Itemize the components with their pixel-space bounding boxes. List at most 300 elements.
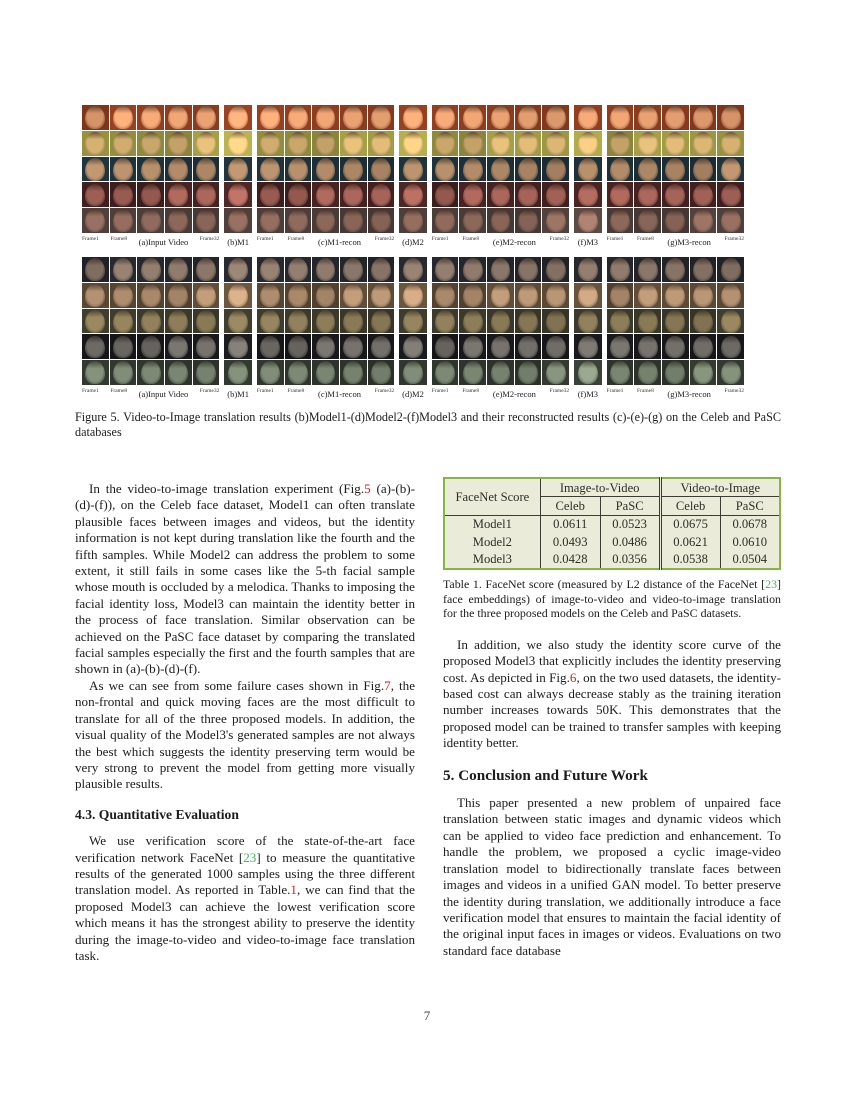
table-cell: 0.0504 — [720, 551, 780, 569]
face-oval — [371, 336, 391, 359]
face-image-cell — [634, 334, 661, 359]
face-image-cell — [574, 283, 601, 308]
face-image-cell — [717, 360, 744, 385]
face-oval — [693, 310, 713, 333]
face-oval — [316, 106, 336, 129]
face-oval — [113, 184, 133, 207]
face-image-cell — [607, 257, 634, 282]
face-image-cell — [340, 157, 367, 182]
face-oval — [463, 284, 483, 307]
face-oval — [665, 336, 685, 359]
face-image-cell — [285, 182, 312, 207]
face-oval — [85, 361, 105, 384]
face-image-cell — [690, 283, 717, 308]
face-oval — [435, 184, 455, 207]
frame-label: Frame32 — [549, 388, 570, 394]
face-oval — [288, 184, 308, 207]
face-image-cell — [257, 334, 284, 359]
face-image-cell — [82, 309, 109, 334]
face-oval — [463, 209, 483, 232]
table-cell: 0.0493 — [540, 533, 600, 550]
reference-link[interactable]: 7 — [384, 677, 391, 693]
face-oval — [518, 361, 538, 384]
face-image-cell — [399, 257, 426, 282]
face-oval — [491, 258, 511, 281]
face-image-cell — [459, 131, 486, 156]
face-oval — [260, 132, 280, 155]
face-image-cell — [542, 334, 569, 359]
face-image-cell — [487, 360, 514, 385]
frame-label: Frame8 — [637, 236, 654, 242]
face-oval — [85, 284, 105, 307]
face-image-cell — [542, 157, 569, 182]
face-oval — [463, 158, 483, 181]
page-number: 7 — [423, 1008, 431, 1023]
face-oval — [228, 310, 248, 333]
face-image-cell — [459, 257, 486, 282]
face-image-cell — [312, 334, 339, 359]
face-image-cell — [459, 360, 486, 385]
face-image-cell — [399, 360, 426, 385]
face-image-cell — [368, 208, 395, 233]
face-oval — [371, 106, 391, 129]
face-image-cell — [257, 208, 284, 233]
face-oval — [316, 158, 336, 181]
face-image-cell — [634, 360, 661, 385]
face-oval — [85, 184, 105, 207]
face-image-cell — [224, 309, 251, 334]
face-oval — [546, 158, 566, 181]
face-oval — [196, 106, 216, 129]
face-image-cell — [432, 157, 459, 182]
face-oval — [343, 284, 363, 307]
figure-group-label-area — [399, 234, 426, 248]
table-cell: 0.0523 — [600, 515, 660, 533]
face-oval — [546, 209, 566, 232]
face-oval — [491, 184, 511, 207]
text-segment: In addition, we also study the identity score curve of the proposed Model3 that explicitly includes the identity preserving cost. As depicted in Fig. — [443, 636, 781, 685]
face-image-cell — [137, 105, 164, 130]
face-oval — [113, 158, 133, 181]
face-image-cell — [574, 105, 601, 130]
face-oval — [610, 258, 630, 281]
face-image-cell — [368, 105, 395, 130]
face-image-cell — [662, 309, 689, 334]
face-image-cell — [690, 131, 717, 156]
figure-group-label: (c)M1-recon — [318, 237, 361, 247]
face-image-cell — [193, 157, 220, 182]
table-cell: 0.0428 — [540, 551, 600, 569]
face-image-cell — [574, 334, 601, 359]
face-image-cell — [487, 157, 514, 182]
face-oval — [638, 106, 658, 129]
face-oval — [638, 184, 658, 207]
face-oval — [343, 209, 363, 232]
face-oval — [665, 158, 685, 181]
figure-group — [257, 105, 394, 233]
face-image-cell — [662, 105, 689, 130]
face-image-cell — [542, 283, 569, 308]
face-image-cell — [165, 157, 192, 182]
face-image-cell — [368, 334, 395, 359]
face-oval — [316, 361, 336, 384]
face-oval — [721, 284, 741, 307]
face-image-cell — [717, 182, 744, 207]
face-oval — [665, 361, 685, 384]
table-cell: 0.0611 — [540, 515, 600, 533]
face-image-cell — [312, 309, 339, 334]
face-image-cell — [574, 182, 601, 207]
face-oval — [343, 158, 363, 181]
face-oval — [288, 361, 308, 384]
face-image-cell — [165, 283, 192, 308]
figure-group-label-area — [82, 386, 219, 400]
face-image-cell — [257, 131, 284, 156]
figure-group — [224, 105, 251, 233]
face-oval — [721, 132, 741, 155]
face-oval — [578, 132, 598, 155]
face-image-cell — [432, 208, 459, 233]
face-image-cell — [515, 131, 542, 156]
face-oval — [196, 284, 216, 307]
face-image-cell — [432, 334, 459, 359]
face-image-cell — [690, 257, 717, 282]
face-oval — [85, 310, 105, 333]
face-oval — [665, 184, 685, 207]
frame-label: Frame32 — [374, 236, 395, 242]
face-image-cell — [542, 208, 569, 233]
face-oval — [288, 336, 308, 359]
face-oval — [693, 184, 713, 207]
table-corner-header: FaceNet Score — [444, 478, 540, 515]
frame-label: Frame32 — [199, 388, 220, 394]
frame-label: Frame8 — [110, 388, 128, 394]
face-oval — [288, 258, 308, 281]
face-oval — [288, 209, 308, 232]
face-image-cell — [607, 208, 634, 233]
face-image-cell — [634, 157, 661, 182]
face-image-cell — [662, 283, 689, 308]
text-segment: We use verification score of the state-of-the-art face verification network FaceNet [ — [75, 833, 415, 865]
face-image-cell — [717, 283, 744, 308]
face-oval — [403, 184, 423, 207]
face-oval — [638, 209, 658, 232]
face-oval — [610, 132, 630, 155]
frame-label: Frame8 — [287, 236, 305, 242]
face-image-cell — [717, 131, 744, 156]
face-oval — [316, 284, 336, 307]
face-oval — [141, 336, 161, 359]
face-image-cell — [224, 257, 251, 282]
face-oval — [403, 336, 423, 359]
face-image-cell — [165, 309, 192, 334]
face-oval — [610, 310, 630, 333]
face-oval — [491, 132, 511, 155]
figure-group — [432, 105, 569, 233]
face-image-cell — [257, 257, 284, 282]
frame-label: Frame32 — [724, 236, 744, 242]
face-image-cell — [487, 208, 514, 233]
face-oval — [491, 158, 511, 181]
face-oval — [141, 310, 161, 333]
face-image-cell — [285, 309, 312, 334]
face-image-cell — [399, 157, 426, 182]
face-oval — [371, 361, 391, 384]
face-image-cell — [285, 334, 312, 359]
face-oval — [463, 258, 483, 281]
face-oval — [85, 209, 105, 232]
body-paragraph: This paper presented a new problem of unpaired face translation between static images and dynamic videos which can be applied to video face prediction and enhancement. To handle the problem, we proposed a cyclic image-video translation model to bidirectionally translate faces between images and videos in a unified GAN model. To better preserve the identity during translation, we additionally introduce a face verification model that ensures to maintain the facial identity of the original input faces in images or videos. Evaluations on two standard face database — [443, 795, 781, 958]
face-image-cell — [432, 257, 459, 282]
figure-group-label: (f)M3 — [577, 237, 599, 247]
face-oval — [491, 209, 511, 232]
face-image-cell — [193, 208, 220, 233]
face-image-cell — [368, 257, 395, 282]
face-oval — [665, 209, 685, 232]
face-oval — [403, 158, 423, 181]
face-image-cell — [487, 334, 514, 359]
face-image-cell — [717, 208, 744, 233]
face-image-cell — [459, 208, 486, 233]
frame-label: Frame32 — [549, 236, 570, 242]
face-image-cell — [193, 257, 220, 282]
figure-group-label: (f)M3 — [577, 389, 599, 399]
face-image-cell — [515, 283, 542, 308]
face-oval — [693, 361, 713, 384]
face-oval — [228, 184, 248, 207]
reference-link[interactable]: 5 — [364, 481, 371, 496]
face-image-cell — [82, 208, 109, 233]
face-image-cell — [459, 334, 486, 359]
frame-label: Frame1 — [606, 388, 624, 394]
face-image-cell — [368, 360, 395, 385]
figure-group-label: (b)M1 — [227, 237, 249, 247]
face-oval — [260, 284, 280, 307]
face-image-cell — [690, 157, 717, 182]
reference-link[interactable]: 1 — [290, 882, 297, 898]
face-image-cell — [340, 182, 367, 207]
face-image-cell — [110, 105, 137, 130]
face-image-cell — [607, 283, 634, 308]
face-oval — [693, 284, 713, 307]
face-image-cell — [137, 283, 164, 308]
face-image-cell — [312, 283, 339, 308]
face-image-cell — [607, 334, 634, 359]
face-image-cell — [515, 105, 542, 130]
figure-group — [257, 257, 394, 385]
face-image-cell — [110, 182, 137, 207]
face-oval — [721, 209, 741, 232]
face-oval — [141, 284, 161, 307]
face-oval — [463, 361, 483, 384]
face-image-cell — [459, 182, 486, 207]
face-oval — [168, 284, 188, 307]
figure-group-label: (g)M3-recon — [667, 389, 711, 399]
reference-link[interactable]: 23 — [243, 849, 257, 865]
face-oval — [578, 106, 598, 129]
face-image-cell — [634, 283, 661, 308]
table-cell: 0.0610 — [720, 533, 780, 550]
face-oval — [168, 310, 188, 333]
face-oval — [228, 106, 248, 129]
face-image-cell — [459, 309, 486, 334]
frame-label: Frame8 — [462, 388, 480, 394]
face-image-cell — [165, 257, 192, 282]
face-oval — [113, 310, 133, 333]
face-image-cell — [224, 360, 251, 385]
figure-group-label-area — [574, 386, 601, 400]
frame-label: Frame1 — [431, 236, 449, 242]
face-oval — [403, 258, 423, 281]
face-image-cell — [487, 131, 514, 156]
figure-group-label-area — [257, 234, 394, 248]
face-oval — [665, 284, 685, 307]
face-oval — [288, 310, 308, 333]
face-image-cell — [368, 283, 395, 308]
face-image-cell — [690, 105, 717, 130]
face-oval — [371, 132, 391, 155]
face-oval — [288, 132, 308, 155]
face-oval — [578, 209, 598, 232]
face-image-cell — [542, 257, 569, 282]
face-oval — [343, 258, 363, 281]
face-oval — [546, 336, 566, 359]
face-oval — [316, 184, 336, 207]
face-image-cell — [399, 334, 426, 359]
face-oval — [141, 361, 161, 384]
figure-row-pasc — [82, 257, 744, 385]
face-oval — [721, 336, 741, 359]
face-image-cell — [165, 208, 192, 233]
face-oval — [343, 361, 363, 384]
face-oval — [638, 158, 658, 181]
face-oval — [168, 336, 188, 359]
face-image-cell — [82, 334, 109, 359]
face-image-cell — [257, 360, 284, 385]
face-image-cell — [312, 157, 339, 182]
face-image-cell — [607, 131, 634, 156]
face-oval — [435, 209, 455, 232]
face-oval — [610, 284, 630, 307]
face-oval — [371, 209, 391, 232]
face-oval — [721, 158, 741, 181]
face-image-cell — [690, 208, 717, 233]
face-oval — [316, 336, 336, 359]
face-image-cell — [340, 105, 367, 130]
face-oval — [196, 184, 216, 207]
figure-group-label: (e)M2-recon — [492, 389, 536, 399]
face-oval — [260, 209, 280, 232]
face-image-cell — [399, 105, 426, 130]
face-oval — [228, 258, 248, 281]
face-image-cell — [399, 309, 426, 334]
face-image-cell — [137, 360, 164, 385]
face-image-cell — [165, 182, 192, 207]
table-row — [444, 533, 780, 550]
face-oval — [371, 258, 391, 281]
face-image-cell — [165, 105, 192, 130]
face-image-cell — [662, 131, 689, 156]
table-subheader: Celeb — [660, 497, 720, 515]
face-oval — [371, 158, 391, 181]
face-oval — [113, 284, 133, 307]
figure-group-label-area — [399, 386, 426, 400]
figure-group-label: (a)Input Video — [138, 389, 189, 399]
face-oval — [141, 184, 161, 207]
face-oval — [113, 336, 133, 359]
face-oval — [693, 209, 713, 232]
face-oval — [168, 132, 188, 155]
face-image-cell — [312, 360, 339, 385]
face-image-cell — [285, 257, 312, 282]
face-oval — [610, 106, 630, 129]
face-oval — [518, 158, 538, 181]
face-image-cell — [110, 257, 137, 282]
face-oval — [518, 106, 538, 129]
figure-group-label: (c)M1-recon — [318, 389, 361, 399]
figure-group — [432, 257, 569, 385]
face-image-cell — [607, 105, 634, 130]
face-oval — [260, 361, 280, 384]
face-oval — [721, 106, 741, 129]
face-oval — [491, 336, 511, 359]
face-oval — [403, 284, 423, 307]
face-oval — [196, 258, 216, 281]
face-image-cell — [432, 283, 459, 308]
figure-row-labels-celeb — [82, 234, 744, 248]
face-oval — [113, 258, 133, 281]
face-oval — [638, 361, 658, 384]
face-oval — [463, 310, 483, 333]
face-image-cell — [312, 208, 339, 233]
face-image-cell — [193, 131, 220, 156]
face-image-cell — [312, 105, 339, 130]
face-oval — [546, 310, 566, 333]
frame-label: Frame1 — [606, 236, 624, 242]
face-oval — [546, 106, 566, 129]
face-oval — [343, 132, 363, 155]
face-image-cell — [662, 157, 689, 182]
text-segment: (a)-(b)-(d)-(f)), on the Celeb face dataset, Model1 can often translate plausible faces between images and videos, but the identity information is not kept during translation like the fourth and the fifth samples. While Model2 can address the problem to some extent, it still fails in some cases like the 5-th facial sample whose mouth is occluded by a melodica. Thanks to imposing the facial identity loss, Model3 can maintain the identity better in the process of face translation. Similar observation can be achieved on the PaSC face dataset by comparing the translated facial samples especially the first and the fourth samples that are shown in (a)-(b)-(d)-(f). — [75, 481, 416, 677]
table-caption — [443, 577, 781, 621]
face-image-cell — [340, 257, 367, 282]
body-paragraph — [75, 678, 415, 793]
face-oval — [85, 258, 105, 281]
figure-group — [574, 105, 601, 233]
reference-link[interactable]: 6 — [569, 669, 577, 685]
face-oval — [518, 284, 538, 307]
figure-group-label-area — [82, 234, 219, 248]
face-image-cell — [312, 182, 339, 207]
face-image-cell — [224, 157, 251, 182]
face-image-cell — [110, 157, 137, 182]
face-image-cell — [487, 309, 514, 334]
text-segment: Table 1. FaceNet score (measured by L2 distance of the FaceNet [ — [443, 577, 766, 592]
face-image-cell — [165, 131, 192, 156]
face-oval — [168, 258, 188, 281]
figure-group — [224, 257, 251, 385]
table-cell: 0.0675 — [660, 515, 720, 533]
face-oval — [610, 158, 630, 181]
table-subheader: PaSC — [720, 497, 780, 515]
face-image-cell — [193, 360, 220, 385]
face-image-cell — [432, 309, 459, 334]
reference-link[interactable]: 23 — [765, 577, 778, 592]
text-segment: , we can find that the proposed Model3 can achieve the lowest verification score which means it has the strongest ability to preserve the identity during the image-to-video and video-to-image face translation task. — [75, 882, 415, 963]
face-image-cell — [487, 182, 514, 207]
face-oval — [196, 132, 216, 155]
face-oval — [343, 310, 363, 333]
